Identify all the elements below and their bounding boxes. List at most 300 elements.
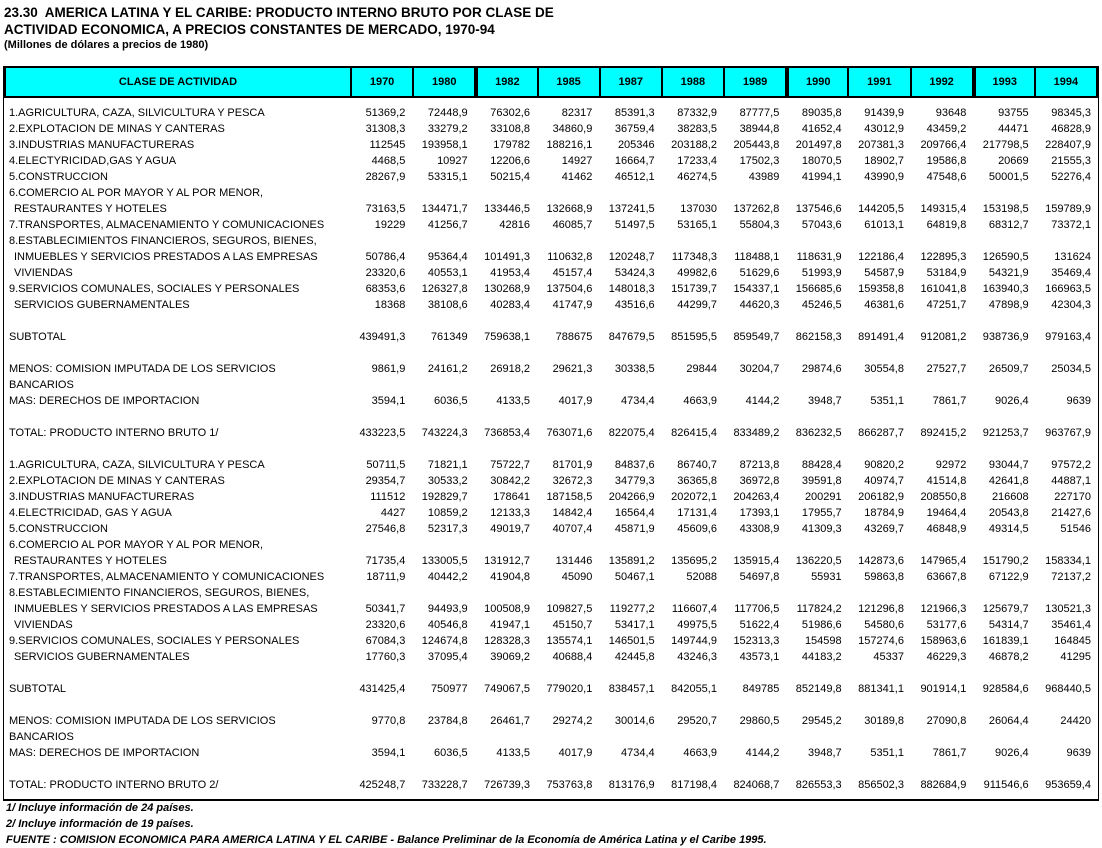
value-cell: 207381,3 xyxy=(858,139,904,151)
value-cell: 92972 xyxy=(935,459,967,471)
value-cell: 163940,3 xyxy=(982,283,1029,295)
value-cell: 52088 xyxy=(686,571,717,583)
value-cell: 50341,7 xyxy=(365,603,406,615)
header-year-1987: 1987 xyxy=(600,67,662,97)
value-cell: 86740,7 xyxy=(677,459,717,471)
value-cell: 852149,8 xyxy=(795,683,842,695)
value-cell: 144205,5 xyxy=(858,203,904,215)
value-cell: 85391,3 xyxy=(614,107,655,119)
footnote-1: 1/ Incluye información de 24 países. xyxy=(6,802,194,814)
value-cell: 5351,1 xyxy=(870,395,904,407)
value-cell: 23320,6 xyxy=(365,267,406,279)
row-label: 1.AGRICULTURA, CAZA, SILVICULTURA Y PESCA xyxy=(9,107,265,119)
row-label: 2.EXPLOTACION DE MINAS Y CANTERAS xyxy=(9,475,225,487)
title-block xyxy=(0,0,1102,52)
value-cell: 833489,2 xyxy=(733,427,780,439)
value-cell xyxy=(911,377,973,393)
value-cell: 4144,2 xyxy=(745,395,780,407)
value-cell: 26509,7 xyxy=(988,363,1029,375)
value-cell: 27090,8 xyxy=(926,715,967,727)
table-subtitle: (Millones de dólares a precios de 1980) xyxy=(4,39,209,51)
table-row xyxy=(4,777,1098,793)
value-cell: 45157,4 xyxy=(552,267,593,279)
value-cell xyxy=(724,585,786,601)
value-cell: 109827,5 xyxy=(546,603,593,615)
value-cell: 40688,4 xyxy=(552,651,593,663)
value-cell: 133446,5 xyxy=(484,203,530,215)
table-row xyxy=(4,361,1098,377)
value-cell: 29545,2 xyxy=(801,715,842,727)
value-cell: 122895,3 xyxy=(920,251,967,263)
table-row xyxy=(4,553,1098,569)
value-cell: 117824,2 xyxy=(796,603,842,615)
value-cell: 121966,3 xyxy=(920,603,967,615)
value-cell: 43573,1 xyxy=(739,651,780,663)
value-cell: 788675 xyxy=(555,331,593,343)
value-cell: 43516,6 xyxy=(614,299,655,311)
value-cell: 733228,7 xyxy=(421,779,468,791)
table-body xyxy=(4,98,1098,799)
value-cell: 124674,8 xyxy=(421,635,468,647)
value-cell: 111512 xyxy=(370,491,406,503)
value-cell xyxy=(786,585,848,601)
value-cell: 54321,9 xyxy=(988,267,1029,279)
value-cell: 42304,3 xyxy=(1051,299,1091,311)
row-label: 9.SERVICIOS COMUNALES, SOCIALES Y PERSONALES xyxy=(9,283,300,295)
row-label: MENOS: COMISION IMPUTADA DE LOS SERVICIOS xyxy=(9,715,276,727)
value-cell: 953659,4 xyxy=(1045,779,1091,791)
row-label: 7.TRANSPORTES, ALMACENAMIENTO Y COMUNICACIONES xyxy=(9,219,325,231)
value-cell: 72137,2 xyxy=(1051,571,1091,583)
value-cell: 17760,3 xyxy=(365,651,406,663)
value-cell: 46381,6 xyxy=(864,299,904,311)
value-cell xyxy=(599,233,661,249)
value-cell: 82317 xyxy=(561,107,593,119)
row-label: 2.EXPLOTACION DE MINAS Y CANTERAS xyxy=(9,123,225,135)
value-cell: 117706,5 xyxy=(734,603,780,615)
value-cell: 68312,7 xyxy=(988,219,1029,231)
row-label: SERVICIOS GUBERNAMENTALES xyxy=(14,299,190,311)
value-cell: 53165,1 xyxy=(677,219,717,231)
value-cell: 749067,5 xyxy=(484,683,530,695)
value-cell: 44299,7 xyxy=(677,299,717,311)
value-cell: 228407,9 xyxy=(1045,139,1091,151)
value-cell: 26918,2 xyxy=(490,363,530,375)
value-cell: 43012,9 xyxy=(864,123,904,135)
value-cell: 30338,5 xyxy=(614,363,655,375)
value-cell: 425248,7 xyxy=(359,779,406,791)
value-cell: 16564,4 xyxy=(614,507,655,519)
value-cell: 12206,6 xyxy=(490,155,530,167)
value-cell: 75722,7 xyxy=(490,459,530,471)
value-cell: 849785 xyxy=(742,683,780,695)
value-cell: 10859,2 xyxy=(427,507,468,519)
value-cell: 51993,9 xyxy=(801,267,842,279)
value-cell: 29874,6 xyxy=(801,363,842,375)
value-cell: 149315,4 xyxy=(920,203,967,215)
value-cell: 29520,7 xyxy=(677,715,717,727)
row-label: 6.COMERCIO AL POR MAYOR Y AL POR MENOR, xyxy=(9,539,264,551)
value-cell xyxy=(475,377,537,393)
header-year-1990: 1990 xyxy=(786,67,848,97)
value-cell: 112545 xyxy=(369,139,406,151)
value-cell: 216608 xyxy=(991,491,1029,503)
value-cell: 110632,8 xyxy=(547,251,593,263)
row-label: 5.CONSTRUCCION xyxy=(9,171,109,183)
value-cell xyxy=(849,377,911,393)
value-cell: 130268,9 xyxy=(484,283,530,295)
value-cell: 9770,8 xyxy=(371,715,406,727)
value-cell: 838457,1 xyxy=(608,683,655,695)
table-row xyxy=(4,633,1098,649)
value-cell: 859549,7 xyxy=(733,331,780,343)
table-row xyxy=(4,249,1098,265)
value-cell: 17502,3 xyxy=(739,155,780,167)
value-cell xyxy=(662,233,724,249)
value-cell: 54314,7 xyxy=(988,619,1029,631)
value-cell: 45609,6 xyxy=(677,523,717,535)
value-cell: 137262,8 xyxy=(733,203,780,215)
value-cell: 43246,3 xyxy=(677,651,717,663)
value-cell: 46878,2 xyxy=(988,651,1029,663)
value-cell: 135915,4 xyxy=(733,555,780,567)
value-cell: 158963,6 xyxy=(920,635,967,647)
value-cell: 9026,4 xyxy=(995,395,1029,407)
value-cell: 131912,7 xyxy=(484,555,530,567)
blank-row xyxy=(4,665,1098,681)
value-cell: 53184,9 xyxy=(926,267,967,279)
value-cell: 26461,7 xyxy=(490,715,530,727)
value-cell: 881341,1 xyxy=(858,683,904,695)
value-cell: 156685,6 xyxy=(795,283,842,295)
value-cell: 188216,1 xyxy=(546,139,593,151)
value-cell xyxy=(537,585,599,601)
value-cell: 45337 xyxy=(873,651,904,663)
value-cell: 204266,9 xyxy=(608,491,655,503)
value-cell: 49314,5 xyxy=(988,523,1029,535)
value-cell: 27527,7 xyxy=(926,363,967,375)
blank-row xyxy=(4,409,1098,425)
value-cell: 154598 xyxy=(804,635,842,647)
value-cell: 17955,7 xyxy=(801,507,842,519)
value-cell: 46085,7 xyxy=(552,219,593,231)
value-cell: 4663,9 xyxy=(683,395,717,407)
value-cell: 32672,3 xyxy=(552,475,593,487)
value-cell xyxy=(412,585,474,601)
value-cell: 18070,5 xyxy=(801,155,842,167)
row-label: 6.COMERCIO AL POR MAYOR Y AL POR MENOR, xyxy=(9,187,264,199)
value-cell: 963767,9 xyxy=(1045,427,1091,439)
value-cell: 93044,7 xyxy=(988,459,1029,471)
value-cell: 209766,4 xyxy=(920,139,967,151)
value-cell: 204263,4 xyxy=(733,491,780,503)
value-cell: 51622,4 xyxy=(739,619,780,631)
value-cell: 3594,1 xyxy=(371,747,406,759)
value-cell xyxy=(412,377,474,393)
value-cell: 856502,3 xyxy=(858,779,904,791)
value-cell: 836232,5 xyxy=(795,427,842,439)
value-cell: 87332,9 xyxy=(677,107,717,119)
value-cell: 122186,4 xyxy=(858,251,904,263)
value-cell: 7861,7 xyxy=(932,395,967,407)
value-cell xyxy=(911,537,973,553)
value-cell: 40707,4 xyxy=(552,523,593,535)
row-label: 5.CONSTRUCCION xyxy=(9,523,109,535)
header-year-1982: 1982 xyxy=(475,67,537,97)
value-cell: 134471,7 xyxy=(421,203,468,215)
value-cell: 47251,7 xyxy=(926,299,967,311)
table-row xyxy=(4,201,1098,217)
value-cell: 33279,2 xyxy=(427,123,468,135)
value-cell xyxy=(350,537,412,553)
row-label: 9.SERVICIOS COMUNALES, SOCIALES Y PERSONALES xyxy=(9,635,300,647)
value-cell: 9026,4 xyxy=(995,747,1029,759)
value-cell: 130521,3 xyxy=(1045,603,1091,615)
value-cell: 433223,5 xyxy=(359,427,406,439)
value-cell: 30204,7 xyxy=(739,363,780,375)
table-row xyxy=(4,585,1098,601)
value-cell: 136220,5 xyxy=(795,555,842,567)
value-cell: 6036,5 xyxy=(434,747,468,759)
value-cell: 42641,8 xyxy=(988,475,1029,487)
value-cell: 116607,4 xyxy=(671,603,717,615)
value-cell: 41747,9 xyxy=(552,299,593,311)
table-row xyxy=(4,649,1098,665)
value-cell: 14842,4 xyxy=(552,507,593,519)
value-cell: 46848,9 xyxy=(926,523,967,535)
table-header-row xyxy=(4,66,1098,98)
value-cell: 87777,5 xyxy=(739,107,780,119)
value-cell: 866287,7 xyxy=(858,427,904,439)
value-cell: 202072,1 xyxy=(671,491,717,503)
value-cell: 128328,3 xyxy=(484,635,530,647)
value-cell xyxy=(724,185,786,201)
value-cell: 40553,1 xyxy=(427,267,468,279)
value-cell: 84837,6 xyxy=(614,459,655,471)
header-year-1992: 1992 xyxy=(911,67,973,97)
row-label: 8.ESTABLECIMIENTO FINANCIEROS, SEGUROS, BIENES, xyxy=(9,587,310,599)
value-cell xyxy=(475,233,537,249)
value-cell: 30554,8 xyxy=(864,363,904,375)
value-cell xyxy=(849,585,911,601)
table-row xyxy=(4,297,1098,313)
value-cell xyxy=(1036,233,1098,249)
value-cell: 153198,5 xyxy=(982,203,1029,215)
value-cell: 35461,4 xyxy=(1051,619,1091,631)
table-row xyxy=(4,729,1098,745)
value-cell: 73372,1 xyxy=(1051,219,1091,231)
value-cell xyxy=(786,537,848,553)
value-cell: 35469,4 xyxy=(1051,267,1091,279)
value-cell: 50786,4 xyxy=(365,251,406,263)
value-cell: 93648 xyxy=(935,107,967,119)
table-row xyxy=(4,713,1098,729)
value-cell: 41994,1 xyxy=(801,171,842,183)
value-cell: 117348,3 xyxy=(671,251,717,263)
value-cell: 4427 xyxy=(380,507,406,519)
value-cell: 3948,7 xyxy=(808,747,842,759)
value-cell: 53417,1 xyxy=(614,619,655,631)
table-row xyxy=(4,489,1098,505)
value-cell: 53177,6 xyxy=(926,619,967,631)
header-year-1991: 1991 xyxy=(848,67,910,97)
value-cell: 57043,6 xyxy=(801,219,842,231)
value-cell xyxy=(911,729,973,745)
value-cell: 19464,4 xyxy=(926,507,967,519)
value-cell: 19229 xyxy=(374,219,406,231)
value-cell: 36972,8 xyxy=(739,475,780,487)
value-cell: 901914,1 xyxy=(920,683,967,695)
table-row xyxy=(4,217,1098,233)
value-cell: 44183,2 xyxy=(801,651,842,663)
value-cell: 23320,6 xyxy=(365,619,406,631)
value-cell: 14927 xyxy=(561,155,593,167)
value-cell xyxy=(350,729,412,745)
value-cell: 40442,2 xyxy=(427,571,468,583)
value-cell: 72448,9 xyxy=(427,107,468,119)
blank-row xyxy=(4,441,1098,457)
value-cell: 851595,5 xyxy=(671,331,717,343)
value-cell: 41947,1 xyxy=(490,619,530,631)
value-cell: 912081,2 xyxy=(920,331,967,343)
value-cell: 146501,5 xyxy=(608,635,655,647)
value-cell: 431425,4 xyxy=(359,683,406,695)
table-row xyxy=(4,473,1098,489)
value-cell: 4468,5 xyxy=(371,155,406,167)
value-cell: 763071,6 xyxy=(546,427,593,439)
value-cell: 20543,8 xyxy=(988,507,1029,519)
value-cell: 27546,8 xyxy=(365,523,406,535)
value-cell: 51629,6 xyxy=(739,267,780,279)
value-cell: 17131,4 xyxy=(677,507,717,519)
value-cell: 161839,1 xyxy=(982,635,1029,647)
value-cell: 38108,6 xyxy=(427,299,468,311)
value-cell: 17393,1 xyxy=(739,507,780,519)
value-cell xyxy=(973,537,1035,553)
row-label: MAS: DERECHOS DE IMPORTACION xyxy=(9,747,200,759)
value-cell: 55931 xyxy=(811,571,842,583)
value-cell xyxy=(973,729,1035,745)
value-cell: 88428,4 xyxy=(801,459,842,471)
value-cell: 44887,1 xyxy=(1051,475,1091,487)
value-cell: 98345,3 xyxy=(1051,107,1091,119)
table-row xyxy=(4,185,1098,201)
row-label: SERVICIOS GUBERNAMENTALES xyxy=(14,651,190,663)
value-cell xyxy=(412,185,474,201)
value-cell: 968440,5 xyxy=(1045,683,1091,695)
value-cell: 203188,2 xyxy=(671,139,717,151)
value-cell: 126327,8 xyxy=(421,283,468,295)
row-label: TOTAL: PRODUCTO INTERNO BRUTO 2/ xyxy=(9,779,219,791)
value-cell xyxy=(973,585,1035,601)
value-cell: 21427,6 xyxy=(1051,507,1091,519)
value-cell: 142873,6 xyxy=(858,555,904,567)
value-cell: 4017,9 xyxy=(558,747,593,759)
value-cell xyxy=(475,537,537,553)
value-cell: 137504,6 xyxy=(546,283,593,295)
value-cell xyxy=(599,377,661,393)
table-row xyxy=(4,265,1098,281)
value-cell: 135891,2 xyxy=(608,555,655,567)
row-label: VIVIENDAS xyxy=(14,267,73,279)
value-cell xyxy=(537,233,599,249)
value-cell: 54587,9 xyxy=(864,267,904,279)
value-cell: 94493,9 xyxy=(427,603,468,615)
value-cell xyxy=(350,377,412,393)
value-cell: 90820,2 xyxy=(864,459,904,471)
value-cell xyxy=(724,377,786,393)
value-cell: 911546,6 xyxy=(983,779,1029,791)
value-cell: 119277,2 xyxy=(609,603,655,615)
value-cell: 133005,5 xyxy=(421,555,468,567)
table-row xyxy=(4,745,1098,761)
value-cell: 750977 xyxy=(430,683,468,695)
value-cell: 439491,3 xyxy=(359,331,406,343)
value-cell: 208550,8 xyxy=(920,491,967,503)
value-cell: 135574,1 xyxy=(546,635,593,647)
value-cell: 43269,7 xyxy=(864,523,904,535)
value-cell: 187158,5 xyxy=(546,491,593,503)
value-cell: 847679,5 xyxy=(608,331,655,343)
value-cell xyxy=(412,233,474,249)
value-cell: 51546 xyxy=(1060,523,1091,535)
value-cell: 54580,6 xyxy=(864,619,904,631)
value-cell xyxy=(350,233,412,249)
value-cell: 736853,4 xyxy=(484,427,530,439)
value-cell xyxy=(662,537,724,553)
value-cell xyxy=(786,185,848,201)
row-label: 4.ELECTYRICIDAD,GAS Y AGUA xyxy=(9,155,177,167)
blank-row xyxy=(4,761,1098,777)
value-cell: 126590,5 xyxy=(982,251,1029,263)
value-cell: 71821,1 xyxy=(427,459,468,471)
value-cell: 813176,9 xyxy=(608,779,655,791)
value-cell: 71735,4 xyxy=(365,555,406,567)
value-cell: 51369,2 xyxy=(365,107,406,119)
value-cell xyxy=(537,537,599,553)
header-year-1988: 1988 xyxy=(662,67,724,97)
value-cell xyxy=(475,585,537,601)
table-row xyxy=(4,537,1098,553)
value-cell: 158334,1 xyxy=(1045,555,1091,567)
value-cell: 37095,4 xyxy=(427,651,468,663)
value-cell xyxy=(911,185,973,201)
value-cell: 24161,2 xyxy=(427,363,468,375)
value-cell: 73163,5 xyxy=(365,203,406,215)
value-cell: 201497,8 xyxy=(795,139,842,151)
value-cell: 24420 xyxy=(1060,715,1091,727)
table-row xyxy=(4,377,1098,393)
value-cell: 862158,3 xyxy=(795,331,842,343)
value-cell xyxy=(350,185,412,201)
value-cell xyxy=(786,729,848,745)
value-cell: 42445,8 xyxy=(614,651,655,663)
value-cell: 154337,1 xyxy=(733,283,780,295)
value-cell: 824068,7 xyxy=(733,779,780,791)
value-cell: 31308,3 xyxy=(365,123,406,135)
value-cell: 64819,8 xyxy=(926,219,967,231)
header-year-1989: 1989 xyxy=(724,67,786,97)
value-cell xyxy=(1036,377,1098,393)
value-cell xyxy=(537,729,599,745)
table-row xyxy=(4,153,1098,169)
value-cell: 149744,9 xyxy=(671,635,717,647)
table-row xyxy=(4,137,1098,153)
value-cell: 137030 xyxy=(680,203,717,215)
value-cell: 779020,1 xyxy=(546,683,593,695)
value-cell: 67122,9 xyxy=(988,571,1029,583)
value-cell: 59863,8 xyxy=(864,571,904,583)
